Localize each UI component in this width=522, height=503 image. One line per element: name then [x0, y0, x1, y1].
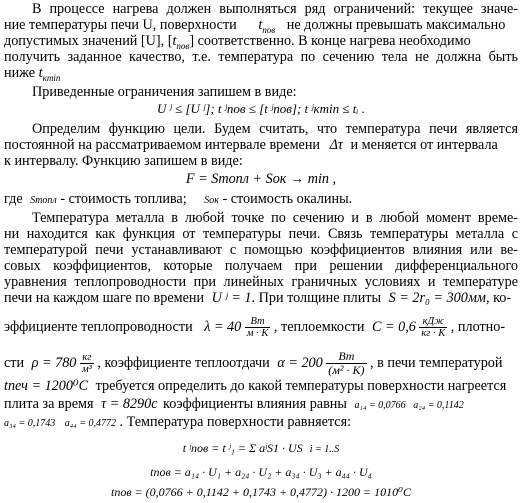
formula-a14: a₁₄ = 0,0766 — [354, 400, 406, 411]
formula-heat-transfer: α = 200 $\frac{Вт}{\text{(м² · К)}}$ — [277, 349, 365, 377]
para3-line3: к интервалу. Функцию запишем в виде: — [4, 153, 243, 169]
para1-line4: получить заданное качество, т.е. температура по сечению тела не должна быть — [4, 49, 518, 65]
para4-line6: печи на каждом шаге по времени U ʲ = 1. При толщине плиты S = 2r₀ = 300мм, ко- — [4, 290, 512, 306]
formula-tpov-bracket: $t_{пов}$ — [172, 33, 190, 51]
formula-delta-tau: Δτ — [329, 137, 343, 153]
para4-line3: температурой печи устанавливают с помощью коэффициентов влияния или ве- — [4, 242, 518, 258]
formula-surface-temp-expanded: tпов = a₁₄ · U₁ + a₂₄ · U₂ + a₃₄ · U₃ + a₄₄ · U₄ — [150, 465, 372, 479]
formula-heat-capacity: C = 0,6 $\frac{\text{кДж}}{кг \cdot К}$ — [371, 316, 446, 339]
para4-line4: совых коэффициентов, которые получаем при решении дифференциального — [4, 258, 518, 274]
formula-t-kmin: $t_{кmin}$ — [38, 65, 61, 83]
para1-line1: В процессе нагрева должен выполняться ряд ограничений: текущее значе- — [32, 1, 518, 17]
formula-a24: a₂₄ = 0,1142 — [413, 400, 464, 411]
formula-surface-temp-result: tпов = (0,0766 + 0,1142 + 0,1743 + 0,4772) · 1200 = 1010⁰C — [111, 485, 411, 499]
formula-cost-function: F = Sтопл + Sок → min , — [185, 171, 337, 187]
formula-t-pech: tпеч = 1200⁰C — [4, 378, 89, 394]
formula-uj-equals-1: U ʲ = 1 — [211, 290, 252, 306]
formula-t-pov: $t_{пов}$ — [258, 17, 276, 35]
para1-line2: ние температуры печи U, поверхности $t_{пов}$ не должны превышать максимально — [4, 17, 506, 35]
formula-tau: τ = 8290с — [101, 396, 158, 412]
para3-line4: где Sтопл - стоимость топлива; Sок - стоимость окалины. — [4, 191, 353, 207]
formula-a34: a₃₄ = 0,1743 — [4, 418, 56, 429]
para2-line1: Приведенные ограничения запишем в виде: — [32, 84, 297, 100]
para4-line9: tпеч = 1200⁰C требуется определить до какой температуры поверхности нагреется — [4, 378, 507, 394]
para4-line8: сти ρ = 780 $\frac{кг}{\text{м³}}$ , коэффициенте теплоотдачи α = 200 $\frac{Вт}{\text{(м² · К)}}$ , в печи температурой — [4, 349, 503, 377]
para4-line11: a₃₄ = 0,1743 a₄₄ = 0,4772 . Температура поверхности равняется: — [4, 414, 352, 430]
para4-line5: уравнения теплопроводности при линейных граничных условиях и температуре — [4, 274, 518, 290]
formula-constraints: U ʲ ≤ [U ʲ]; t ʲпов ≤ [t ʲпов]; t ʲкmin ≤ tᵢ . — [157, 101, 365, 116]
para3-line1: Определим функцию цели. Будем считать, что температура печи является — [32, 121, 518, 137]
para4-line10: плита за время τ = 8290с коэффициенты влияния равны a₁₄ = 0,0766 a₂₄ = 0,1142 — [4, 396, 464, 412]
para4-line7: эффициенте теплопроводности λ = 40 $\frac{Вт}{м \cdot К}$ , теплоемкости C = 0,6 $\frac{\text{кДж}}{кг \cdot К}$ , плотно- — [4, 316, 506, 339]
formula-s-topl: Sтопл — [30, 195, 57, 206]
para4-line1: Температура металла в любой точке по сечению и в любой момент време- — [32, 210, 518, 226]
para1-line5: ниже $t_{кmin}$ — [4, 65, 61, 83]
formula-a44: a₄₄ = 0,4772 — [64, 418, 116, 429]
formula-lambda: λ = 40 $\frac{Вт}{м \cdot К}$ — [204, 316, 269, 339]
formula-thickness: S = 2r₀ = 300мм — [388, 290, 486, 306]
formula-density: ρ = 780 $\frac{кг}{\text{м³}}$ — [31, 352, 92, 375]
formula-s-ok: Sок — [204, 195, 219, 206]
formula-surface-temp-sum: t ʲпов = t ʲ₁ = Σ aʲS1 · US i = 1..S — [182, 441, 340, 455]
para3-line2: постоянной на рассматриваемом интервале времени Δτ и меняется от интервала — [4, 137, 498, 153]
para1-line3: допустимых значений [U], $[t_{пов}]$ соответственно. В конце нагрева необходимо — [4, 33, 471, 51]
para4-line2: ни находится как функция от температуры печи. Связь температуры металла с — [4, 226, 518, 242]
